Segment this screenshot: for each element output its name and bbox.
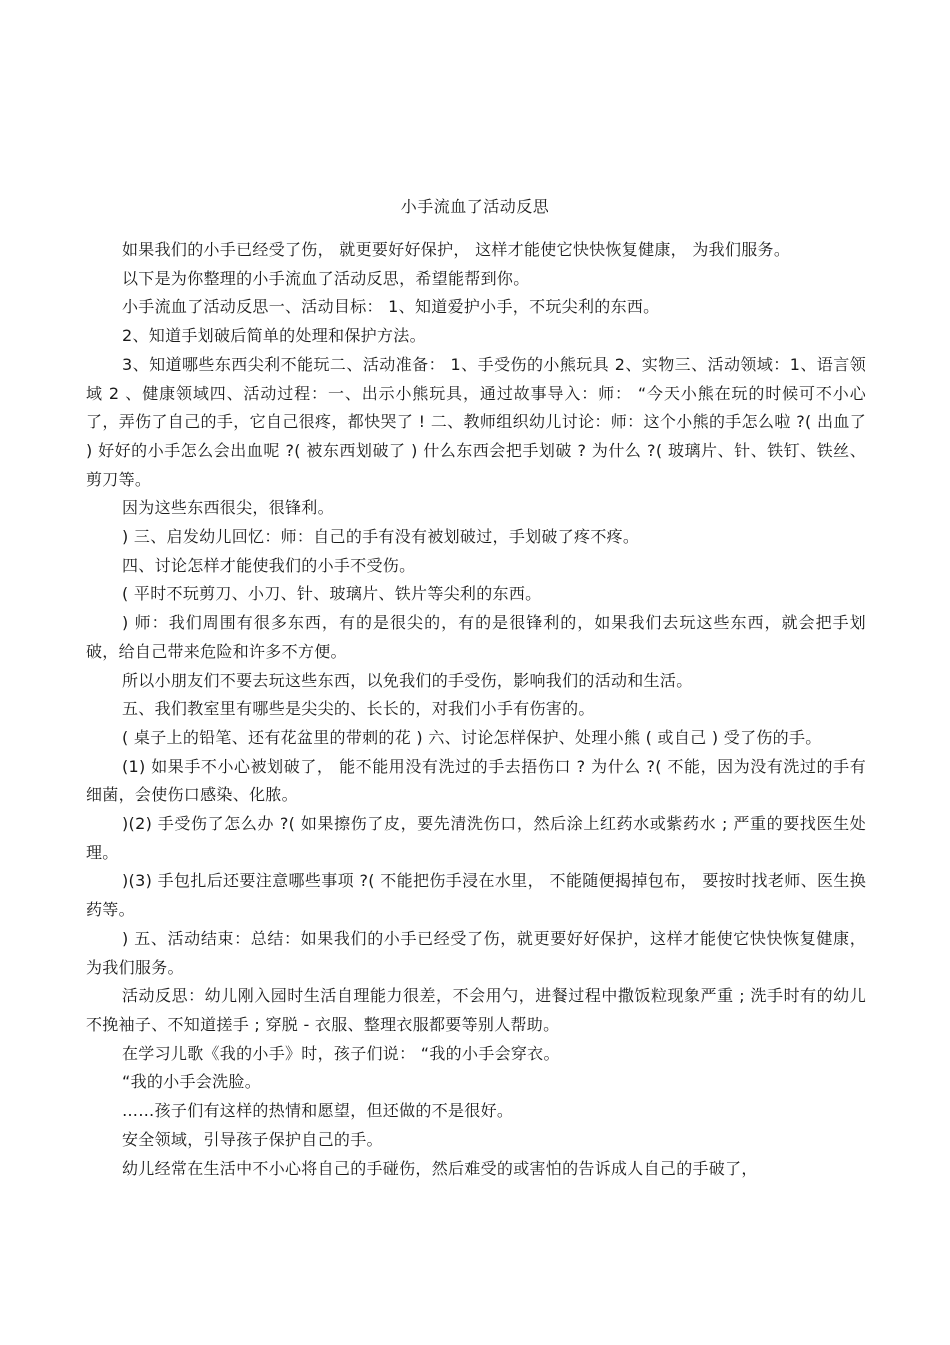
paragraph: 安全领域，引导孩子保护自己的手。 <box>122 1129 383 1149</box>
paragraph: 在学习儿歌《我的小手》时，孩子们说： “我的小手会穿衣。 <box>122 1043 560 1063</box>
paragraph: 以下是为你整理的小手流血了活动反思，希望能帮到你。 <box>122 268 530 288</box>
paragraph: ( 平时不玩剪刀、小刀、针、玻璃片、铁片等尖利的东西。 <box>122 584 542 604</box>
paragraph: (1) 如果手不小心被划破了， 能不能用没有洗过的手去捂伤口 ? 为什么 ?( 不能，因为没有洗过的手有细菌，会使伤口感染、化脓。 <box>86 756 866 805</box>
paragraph: 2、知道手划破后简单的处理和保护方法。 <box>122 326 426 346</box>
paragraph: ) 师：我们周围有很多东西，有的是很尖的，有的是很锋利的，如果我们去玩这些东西，就会把手划破，给自己带来危险和许多不方便。 <box>86 613 866 661</box>
paragraph: )(3) 手包扎后还要注意哪些事项 ?( 不能把伤手浸在水里， 不能随便揭掉包布， 要按时找老师、医生换药等。 <box>86 871 866 920</box>
document-body <box>86 236 866 1183</box>
paragraph: 幼儿经常在生活中不小心将自己的手碰伤，然后难受的或害怕的告诉成人自己的手破了， <box>122 1158 758 1178</box>
paragraph: 所以小朋友们不要去玩这些东西，以免我们的手受伤，影响我们的活动和生活。 <box>122 670 693 690</box>
paragraph: ) 五、活动结束：总结：如果我们的小手已经受了伤，就更要好好保护，这样才能使它快快恢复健康，为我们服务。 <box>86 928 866 977</box>
paragraph: 小手流血了活动反思一、活动目标： 1、知道爱护小手，不玩尖利的东西。 <box>122 297 660 317</box>
paragraph: 因为这些东西很尖，很锋利。 <box>122 498 334 518</box>
paragraph: ) 三、启发幼儿回忆：师：自己的手有没有被划破过，手划破了疼不疼。 <box>122 527 640 547</box>
paragraph: 五、我们教室里有哪些是尖尖的、长长的，对我们小手有伤害的。 <box>122 699 595 719</box>
paragraph: ……孩子们有这样的热情和愿望，但还做的不是很好。 <box>122 1101 514 1121</box>
paragraph: )(2) 手受伤了怎么办 ?( 如果擦伤了皮，要先清洗伤口，然后涂上红药水或紫药水 ; 严重的要找医生处理。 <box>86 814 866 862</box>
paragraph: 四、讨论怎样才能使我们的小手不受伤。 <box>122 555 416 575</box>
paragraph: 3、知道哪些东西尖利不能玩二、活动准备： 1、手受伤的小熊玩具 2、实物三、活动领域：1、语言领域 2 、健康领域四、活动过程：一、出示小熊玩具，通过故事导入：师： “今天小熊在玩的时候可不小心了，弄伤了自己的手，它自己很疼，都快哭了 ! 二、教师组织幼儿讨论：师：这个小熊的手怎么啦 ?( 出血了 ) 好好的小手怎么会出血呢 ?( 被东西划破了 ) 什么东西会把手划破 ? 为什么 ?( 玻璃片、针、铁钉、铁丝、剪刀等。 <box>86 354 866 489</box>
paragraph: “我的小手会洗脸。 <box>122 1072 261 1092</box>
paragraph: 活动反思：幼儿刚入园时生活自理能力很差，不会用勺，进餐过程中撒饭粒现象严重 ; 洗手时有的幼儿不挽袖子、不知道搓手 ; 穿脱 - 衣服、整理衣服都要等别人帮助。 <box>86 986 866 1034</box>
document-title: 小手流血了活动反思 <box>400 197 550 216</box>
paragraph: ( 桌子上的铅笔、还有花盆里的带刺的花 ) 六、讨论怎样保护、处理小熊 ( 或自己 ) 受了伤的手。 <box>122 727 822 747</box>
paragraph: 如果我们的小手已经受了伤， 就更要好好保护， 这样才能使它快快恢复健康， 为我们服务。 <box>122 240 791 259</box>
